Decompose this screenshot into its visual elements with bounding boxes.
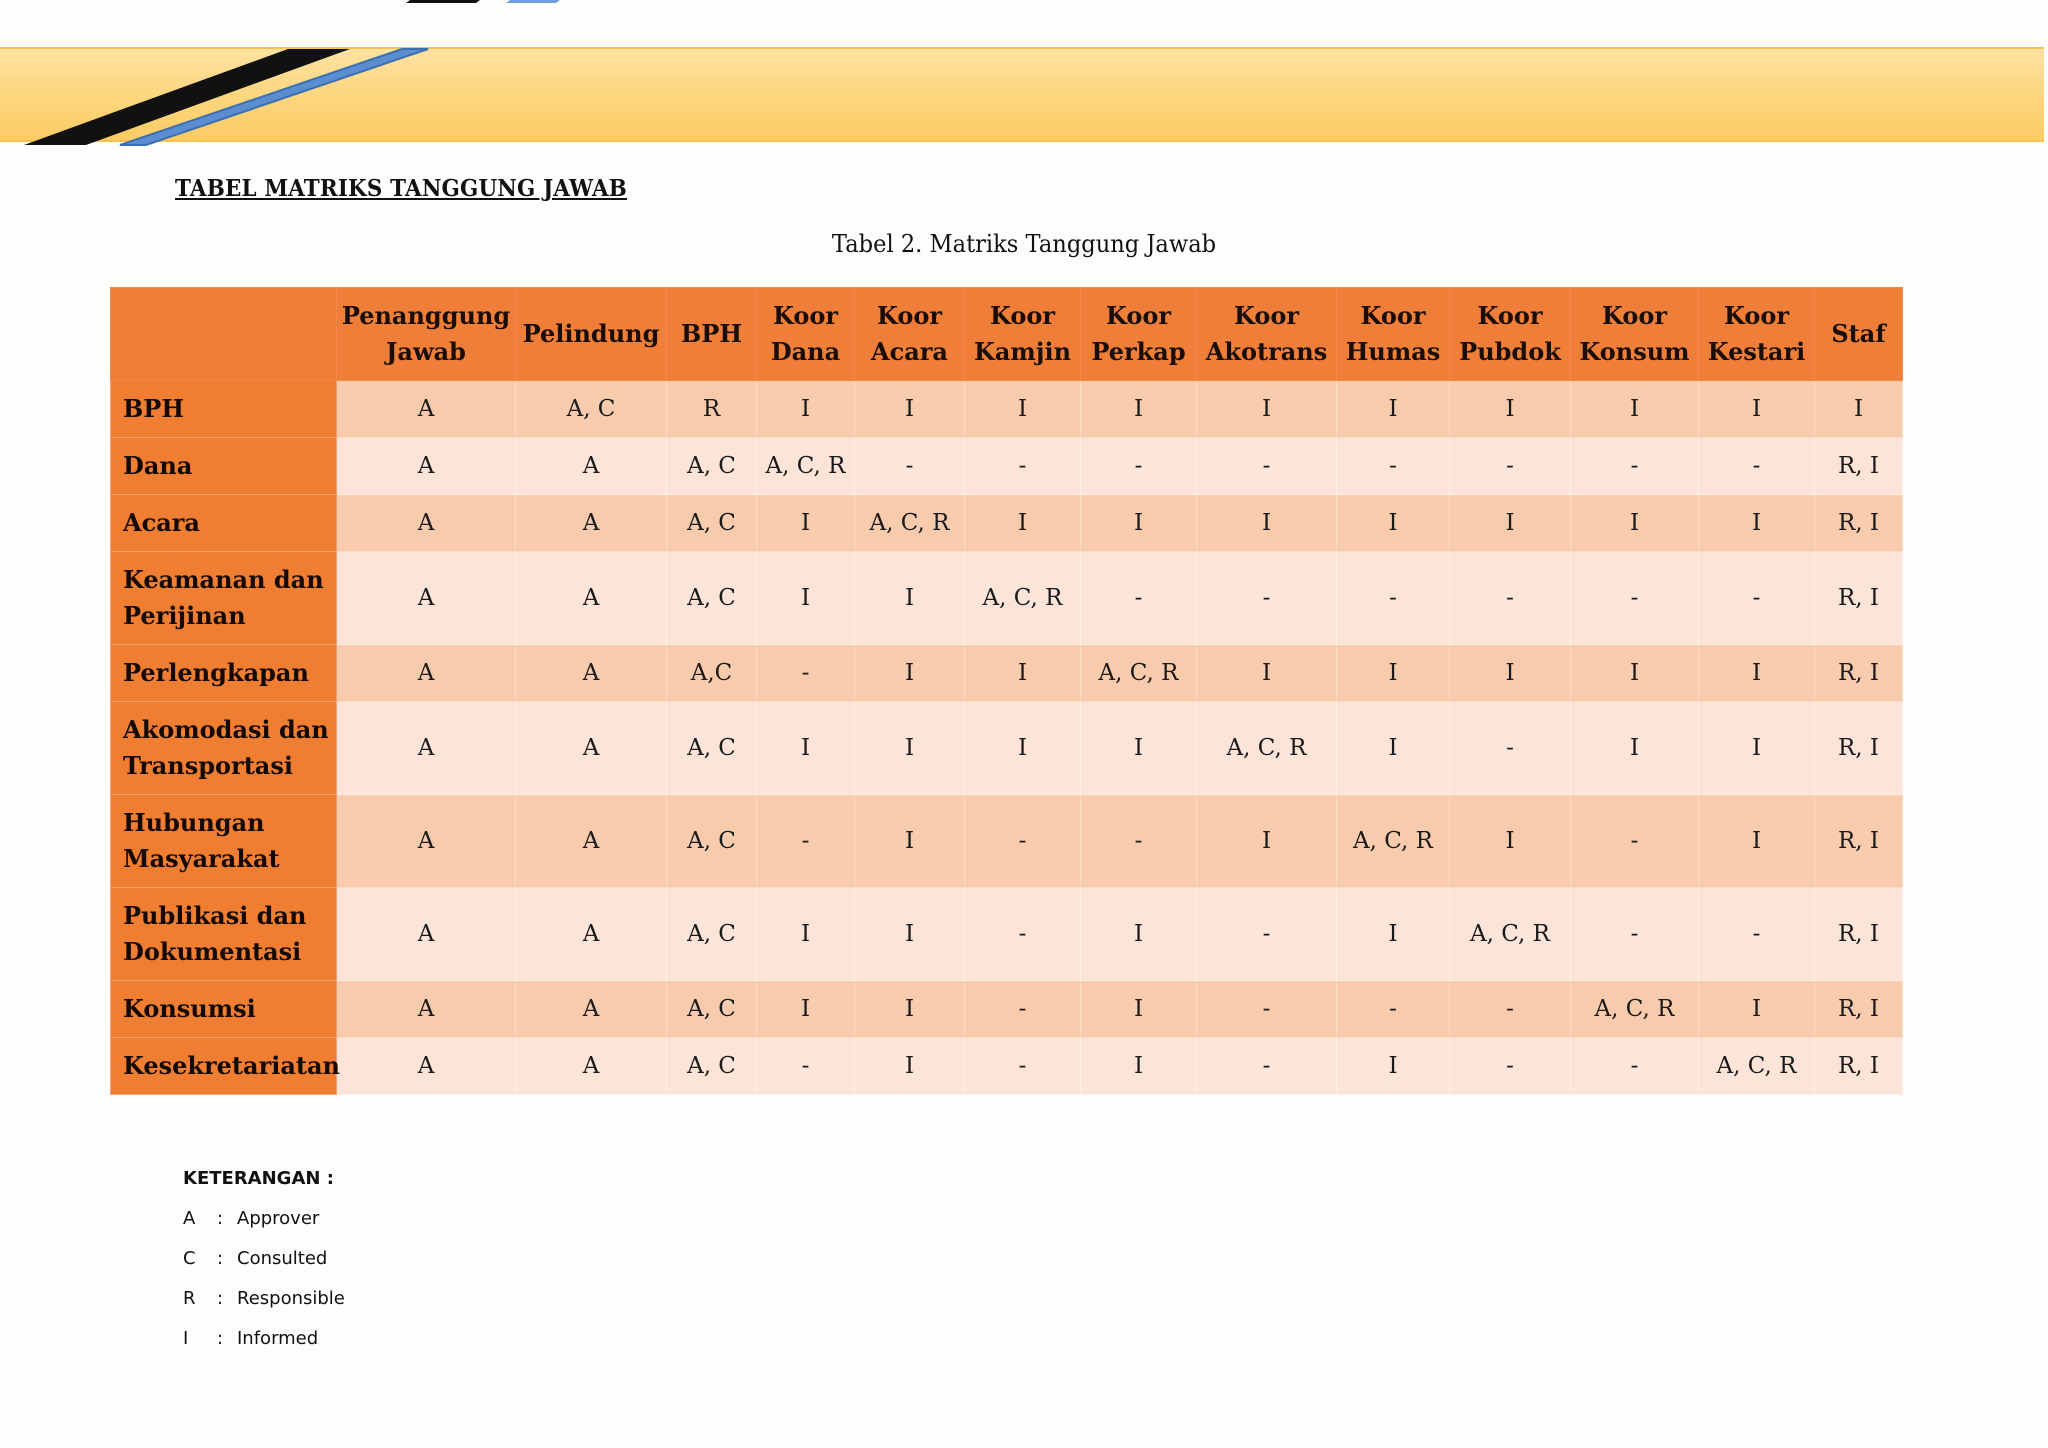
matrix-cell: I [757, 381, 855, 438]
matrix-cell: I [1337, 888, 1450, 981]
matrix-cell: A [337, 702, 516, 795]
matrix-cell: R, I [1815, 888, 1903, 981]
legend-key: A [183, 1208, 196, 1229]
row-header-line: Keamanan dan [123, 565, 324, 594]
matrix-cell: I [1699, 702, 1815, 795]
section-title: TABEL MATRIKS TANGGUNG JAWAB [175, 175, 628, 202]
matrix-cell: I [1197, 381, 1337, 438]
legend-item [183, 1245, 345, 1285]
matrix-cell: I [757, 981, 855, 1038]
matrix-cell: A, C, R [855, 495, 965, 552]
table-row [111, 702, 1903, 795]
matrix-cell: - [1571, 1038, 1699, 1095]
matrix-cell: - [965, 438, 1081, 495]
matrix-cell: I [1571, 645, 1699, 702]
matrix-cell: - [1197, 1038, 1337, 1095]
matrix-cell: - [965, 981, 1081, 1038]
row-header [111, 702, 337, 795]
matrix-cell: R, I [1815, 645, 1903, 702]
row-header [111, 495, 337, 552]
row-header-line: BPH [123, 394, 185, 423]
column-header-line: Koor [1477, 301, 1543, 330]
matrix-cell: A,C [667, 645, 757, 702]
column-header-line: Koor [877, 301, 942, 330]
column-header [1197, 288, 1337, 381]
matrix-cell: - [1081, 552, 1197, 645]
matrix-cell: - [1197, 552, 1337, 645]
matrix-cell: A [337, 645, 516, 702]
matrix-cell: - [855, 438, 965, 495]
matrix-cell: I [1450, 495, 1571, 552]
matrix-cell: A, C, R [1699, 1038, 1815, 1095]
matrix-cell: I [1815, 381, 1903, 438]
matrix-cell: I [1337, 702, 1450, 795]
column-header [1081, 288, 1197, 381]
matrix-cell: A [337, 888, 516, 981]
column-header [1337, 288, 1450, 381]
column-header-line: Jawab [386, 337, 466, 366]
matrix-cell: R, I [1815, 1038, 1903, 1095]
legend-item [183, 1285, 345, 1325]
column-header [757, 288, 855, 381]
legend [183, 1165, 345, 1365]
matrix-cell: A, C [667, 981, 757, 1038]
matrix-cell: I [1081, 981, 1197, 1038]
matrix-cell: I [1699, 981, 1815, 1038]
top-mark-black [406, 0, 480, 3]
matrix-cell: A [337, 495, 516, 552]
matrix-cell: I [855, 645, 965, 702]
table-row [111, 888, 1903, 981]
column-header [1815, 288, 1903, 381]
matrix-cell: A [516, 1038, 667, 1095]
table-row [111, 1038, 1903, 1095]
matrix-cell: - [1081, 795, 1197, 888]
row-header [111, 645, 337, 702]
table-header-row [111, 288, 1903, 381]
matrix-cell: A, C, R [1081, 645, 1197, 702]
matrix-cell: A [337, 438, 516, 495]
column-header-line: Koor [773, 301, 838, 330]
matrix-cell: I [1081, 888, 1197, 981]
matrix-cell: - [1081, 438, 1197, 495]
matrix-cell: I [1081, 1038, 1197, 1095]
matrix-cell: A, C [667, 438, 757, 495]
row-header-line: Dokumentasi [123, 937, 302, 966]
header-stripes-graphic [0, 0, 620, 150]
matrix-cell: - [1450, 981, 1571, 1038]
matrix-cell: A, C [516, 381, 667, 438]
matrix-cell: - [1699, 438, 1815, 495]
matrix-cell: I [965, 495, 1081, 552]
matrix-cell: I [1197, 495, 1337, 552]
matrix-cell: I [1081, 381, 1197, 438]
row-header [111, 1038, 340, 1095]
matrix-cell: I [855, 381, 965, 438]
matrix-cell: - [1450, 552, 1571, 645]
table-row [111, 552, 1903, 645]
legend-separator: : [217, 1288, 224, 1309]
column-header [855, 288, 965, 381]
matrix-cell: - [1197, 981, 1337, 1038]
matrix-cell: - [757, 795, 855, 888]
column-header-line: Pelindung [522, 319, 660, 348]
matrix-cell: A [516, 552, 667, 645]
matrix-cell: A, C [667, 1038, 757, 1095]
matrix-cell: R, I [1815, 438, 1903, 495]
column-header [516, 288, 667, 381]
matrix-cell: - [965, 888, 1081, 981]
matrix-cell: R, I [1815, 981, 1903, 1038]
row-header-line: Publikasi dan [123, 901, 307, 930]
matrix-cell: I [757, 888, 855, 981]
matrix-cell: I [855, 795, 965, 888]
column-header-line: Koor [1602, 301, 1667, 330]
row-header-line: Transportasi [123, 751, 293, 780]
column-header [667, 288, 757, 381]
matrix-cell: - [1699, 552, 1815, 645]
legend-label: Approver [237, 1208, 320, 1229]
legend-item [183, 1205, 345, 1245]
matrix-cell: A [337, 981, 516, 1038]
column-header-line: Acara [871, 337, 948, 366]
matrix-cell: I [965, 645, 1081, 702]
matrix-cell: I [855, 888, 965, 981]
column-header-line: Kestari [1707, 337, 1806, 366]
matrix-cell: A [516, 495, 667, 552]
column-header-line: Humas [1345, 337, 1441, 366]
legend-item [183, 1325, 345, 1365]
column-header-line: Akotrans [1205, 337, 1328, 366]
matrix-cell: A, C, R [965, 552, 1081, 645]
column-header-line: Staf [1831, 319, 1886, 348]
matrix-cell: - [1337, 438, 1450, 495]
column-header [1571, 288, 1699, 381]
matrix-cell: - [757, 1038, 855, 1095]
column-header-line: Kamjin [973, 337, 1072, 366]
matrix-cell: I [1337, 381, 1450, 438]
matrix-cell: A, C, R [1571, 981, 1699, 1038]
matrix-cell: - [965, 795, 1081, 888]
matrix-cell: I [855, 1038, 965, 1095]
matrix-cell: - [757, 645, 855, 702]
matrix-cell: I [757, 552, 855, 645]
matrix-cell: I [1337, 1038, 1450, 1095]
matrix-cell: A [337, 1038, 516, 1095]
matrix-cell: A, C [667, 795, 757, 888]
matrix-cell: I [1699, 795, 1815, 888]
matrix-cell: I [1571, 702, 1699, 795]
table-row [111, 981, 1903, 1038]
matrix-cell: A, C [667, 702, 757, 795]
row-header-line: Perijinan [123, 601, 246, 630]
row-header-line: Dana [123, 451, 193, 480]
column-header-line: Dana [770, 337, 841, 366]
row-header [111, 438, 337, 495]
matrix-cell: A [337, 795, 516, 888]
matrix-cell: A, C, R [757, 438, 855, 495]
matrix-cell: - [1197, 438, 1337, 495]
row-header-line: Masyarakat [123, 844, 280, 873]
matrix-cell: I [1450, 381, 1571, 438]
legend-label: Informed [237, 1328, 319, 1349]
matrix-cell: - [1337, 552, 1450, 645]
matrix-cell: A [337, 381, 516, 438]
column-header-line: Koor [1724, 301, 1789, 330]
matrix-cell: I [1197, 645, 1337, 702]
column-header-line: Pubdok [1459, 337, 1561, 366]
column-header [1450, 288, 1571, 381]
matrix-cell: R, I [1815, 552, 1903, 645]
matrix-cell: I [1081, 702, 1197, 795]
row-header-line: Kesekretariatan [123, 1051, 340, 1080]
row-header-line: Hubungan [123, 808, 265, 837]
matrix-cell: R, I [1815, 795, 1903, 888]
matrix-cell: A, C, R [1337, 795, 1450, 888]
matrix-cell: I [757, 495, 855, 552]
legend-key: R [183, 1288, 196, 1309]
matrix-cell: - [1450, 702, 1571, 795]
matrix-cell: A [516, 888, 667, 981]
matrix-cell: A [516, 645, 667, 702]
row-header [111, 981, 337, 1038]
matrix-cell: - [1337, 981, 1450, 1038]
matrix-cell: A [516, 702, 667, 795]
matrix-cell: I [1450, 645, 1571, 702]
matrix-cell: - [1571, 552, 1699, 645]
matrix-cell: - [1571, 438, 1699, 495]
matrix-cell: R, I [1815, 495, 1903, 552]
legend-key: I [183, 1328, 189, 1349]
legend-title: KETERANGAN : [183, 1168, 334, 1189]
column-header-line: Koor [1106, 301, 1171, 330]
matrix-cell: - [1571, 888, 1699, 981]
matrix-cell: - [1450, 438, 1571, 495]
legend-key: C [183, 1248, 196, 1269]
row-header [111, 888, 337, 981]
matrix-cell: R, I [1815, 702, 1903, 795]
matrix-cell: I [1081, 495, 1197, 552]
matrix-cell: A, C, R [1450, 888, 1571, 981]
matrix-cell: A [516, 795, 667, 888]
matrix-cell: I [1571, 495, 1699, 552]
column-header [1699, 288, 1815, 381]
column-header [337, 288, 516, 381]
legend-separator: : [217, 1248, 224, 1269]
matrix-cell: I [855, 981, 965, 1038]
matrix-cell: I [1450, 795, 1571, 888]
column-header-line: Koor [1234, 301, 1299, 330]
matrix-cell: A [337, 552, 516, 645]
row-header-line: Akomodasi dan [123, 715, 329, 744]
matrix-cell: - [1450, 1038, 1571, 1095]
row-header [111, 552, 337, 645]
matrix-cell: A, C [667, 552, 757, 645]
row-header [111, 381, 337, 438]
column-header-line: Perkap [1091, 337, 1186, 366]
matrix-cell: A, C [667, 495, 757, 552]
column-header-line: BPH [680, 319, 742, 348]
matrix-cell: I [757, 702, 855, 795]
matrix-cell: - [1197, 888, 1337, 981]
matrix-cell: I [1197, 795, 1337, 888]
column-header [111, 288, 337, 381]
column-header-line: Penanggung [341, 301, 511, 330]
matrix-cell: A [516, 981, 667, 1038]
matrix-cell: - [965, 1038, 1081, 1095]
matrix-cell: I [1699, 381, 1815, 438]
matrix-cell: I [1337, 645, 1450, 702]
row-header-line: Perlengkapan [123, 658, 309, 687]
matrix-cell: R [667, 381, 757, 438]
row-header-line: Konsumsi [123, 994, 256, 1023]
matrix-cell: I [1337, 495, 1450, 552]
legend-label: Consulted [237, 1248, 328, 1269]
matrix-cell: I [855, 552, 965, 645]
table-row [111, 495, 1903, 552]
legend-separator: : [217, 1328, 224, 1349]
row-header-line: Acara [123, 508, 200, 537]
table-row [111, 438, 1903, 495]
responsibility-matrix-table [110, 287, 1903, 1095]
legend-separator: : [217, 1208, 224, 1229]
table-row [111, 645, 1903, 702]
table-row [111, 795, 1903, 888]
column-header-line: Konsum [1579, 337, 1690, 366]
row-header [111, 795, 337, 888]
matrix-cell: - [1699, 888, 1815, 981]
top-mark-blue [506, 0, 560, 3]
matrix-cell: A, C, R [1197, 702, 1337, 795]
matrix-cell: - [1571, 795, 1699, 888]
legend-label: Responsible [237, 1288, 345, 1309]
matrix-cell: I [965, 381, 1081, 438]
table-caption: Tabel 2. Matriks Tanggung Jawab [831, 230, 1217, 258]
matrix-cell: I [855, 702, 965, 795]
table-row [111, 381, 1903, 438]
column-header-line: Koor [1360, 301, 1426, 330]
column-header [965, 288, 1081, 381]
column-header-line: Koor [990, 301, 1055, 330]
matrix-cell: I [1571, 381, 1699, 438]
matrix-cell: I [1699, 495, 1815, 552]
matrix-cell: A, C [667, 888, 757, 981]
matrix-cell: I [965, 702, 1081, 795]
matrix-cell: A [516, 438, 667, 495]
matrix-cell: I [1699, 645, 1815, 702]
